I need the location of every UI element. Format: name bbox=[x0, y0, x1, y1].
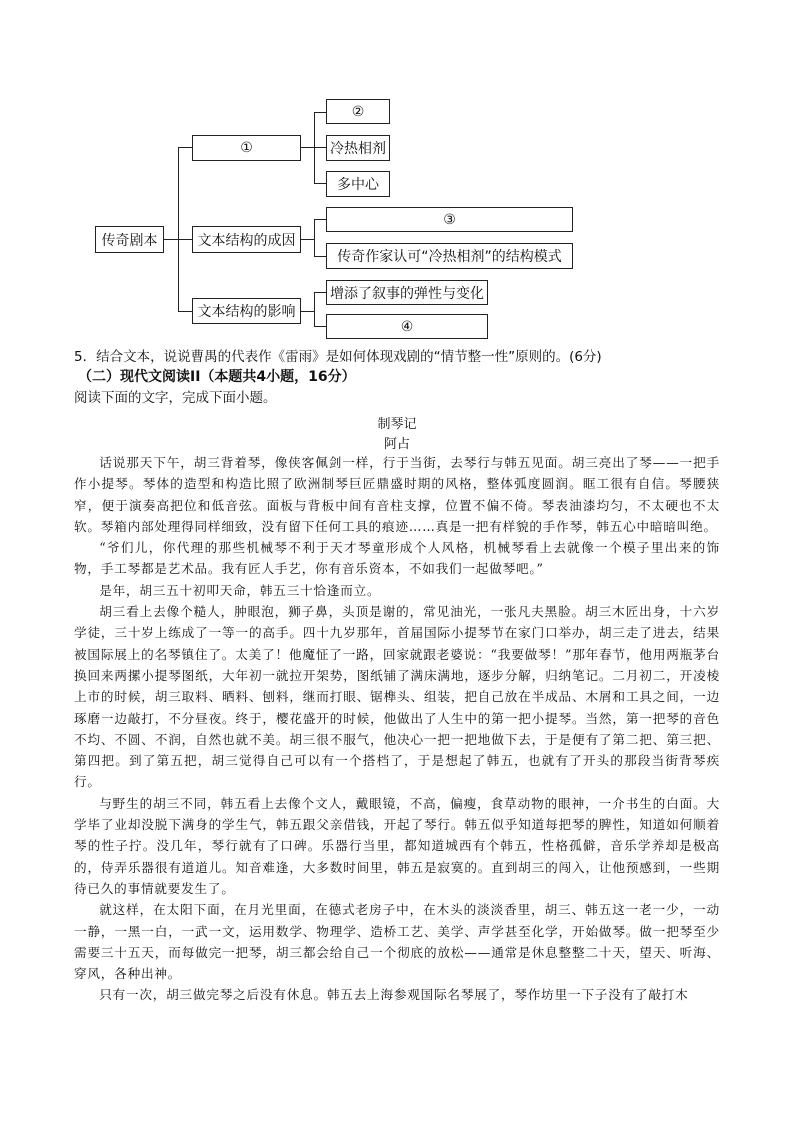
diagram-root-label: 传奇剧本 bbox=[101, 232, 158, 249]
article-title: 制琴记 bbox=[377, 417, 417, 432]
connector bbox=[314, 219, 315, 257]
diagram-branch-1-label: ① bbox=[240, 140, 253, 156]
diagram-b1-child-3-box bbox=[326, 171, 390, 197]
diagram-b3-child-1-box bbox=[326, 280, 488, 305]
paragraph: 与野生的胡三不同，韩五看上去像个文人，戴眼镜，不高，偏瘦，食草动物的眼神，一介书生的白面。大学毕了业却没脱下满身的学生气，韩五跟父亲借钱，开起了琴行。韩五似乎知道每把琴的脾性，知道如何顺着琴的性子拧。没几年，琴行就有了口碑。乐器行当里，都知道城西有个韩五，性格孤僻，音乐学养却是极高的，侍弄乐器很有道道儿。知音难逢，大多数时间里，韩五是寂寞的。直到胡三的闯入，让他预感到，一些期待已久的事情就要发生了。 bbox=[74, 795, 720, 896]
reading-instruction: 阅读下面的文字，完成下面小题。 bbox=[74, 390, 277, 406]
diagram-b1-child-2-label: 冷热相剂 bbox=[330, 141, 386, 157]
section-heading: （二）现代文阅读II（本题共4小题，16分） bbox=[78, 369, 356, 385]
diagram-b1-child-3-label: 多中心 bbox=[337, 177, 379, 193]
article-author: 阿占 bbox=[383, 437, 410, 452]
connector bbox=[301, 311, 315, 312]
paragraph: “爷们儿，你代理的那些机械琴不利于天才琴童形成个人风格，机械琴看上去就像一个模子里出来的饰物，手工琴都是艺术品。我有匠人手艺，你有音乐资本，不如我们一起做琴吧。” bbox=[74, 540, 720, 577]
diagram-b1-child-1-box bbox=[326, 99, 390, 124]
connector bbox=[301, 239, 315, 240]
connector bbox=[178, 239, 192, 240]
diagram-root-box bbox=[95, 226, 164, 253]
question-5: 5．结合文本，说说曹禺的代表作《雷雨》是如何体现戏剧的“情节整一性”原则的。(6分) bbox=[74, 349, 602, 365]
diagram-b2-child-2-label: 传奇作家认可“冷热相剂”的结构模式 bbox=[337, 249, 562, 265]
diagram-branch-3-box bbox=[192, 298, 301, 324]
paragraph: 就这样，在太阳下面，在月光里面，在德式老房子中，在木头的淡淡香里，胡三、韩五这一老一少，一动一静，一黑一白，一武一文，运用数学、物理学、造桥工艺、美学、声学甚至化学，开始做琴。做一把琴至少需要三十五天，而每做完一把琴，胡三都会给自己一个彻底的放松——通常是休息整整二十天，望天、听海、穿风，各种出神。 bbox=[74, 902, 720, 982]
paragraph: 胡三看上去像个糙人，肿眼泡，狮子鼻，头顶是谢的，常见油光，一张凡夫黑脸。胡三木匠出身，十六岁学徒，三十岁上练成了一等一的高手。四十九岁那年，首届国际小提琴节在家门口举办，胡三走了进去，结果被国际展上的名琴镇住了。太美了！他魔怔了一路，回家就跟老婆说：“我要做琴！”那年春节，他用两瓶茅台换回来两摞小提琴图纸，大年初一就拉开架势，图纸铺了满床满地，逐步分解，归纳笔记。二月初二，开凌棱上市的时候，胡三取料、晒料、刨料，继而打眼、锯榫头、组装，把自己放在半成品、木屑和工具之间，一边琢磨一边敲打，不分昼夜。终于，樱花盛开的时候，他做出了人生中的第一把小提琴。当然，第一把琴的音色不均、不圆、不润，自然也就不美。胡三很不服气，他决心一把一把地做下去，于是便有了第二把、第三把、第四把。到了第五把，胡三觉得自己可以有一个搭档了，于是想起了韩五，也就有了开头的那段当街背琴疾行。 bbox=[74, 604, 720, 790]
diagram-b2-child-1-label: ③ bbox=[443, 211, 456, 228]
connector bbox=[314, 292, 315, 327]
connector bbox=[301, 147, 315, 148]
article-body bbox=[74, 452, 720, 1006]
paragraph: 话说那天下午，胡三背着琴，像侠客佩剑一样，行于当街，去琴行与韩五见面。胡三亮出了琴——一把手作小提琴。琴体的造型和构造比照了欧洲制琴巨匠鼎盛时期的风格，整体弧度圆润。眶工很有自信。琴腰狭窄，便于演奏高把位和低音弦。面板与背板中间有音柱支撑，位置不偏不倚。琴表油漆均匀，不太硬也不太软。琴箱内部处理得同样细致，没有留下任何工具的痕迹……真是一把有样貌的手作琴，韩五心中暗暗叫绝。 bbox=[74, 455, 720, 534]
diagram-b3-child-2-box bbox=[326, 314, 488, 339]
connector bbox=[314, 112, 315, 184]
connector bbox=[164, 239, 179, 240]
connector bbox=[314, 326, 326, 327]
diagram-b3-child-2-label: ④ bbox=[400, 318, 414, 335]
diagram-branch-2-label: 文本结构的成因 bbox=[197, 232, 296, 249]
connector bbox=[314, 292, 326, 293]
connector bbox=[314, 183, 326, 184]
connector bbox=[314, 219, 326, 220]
connector bbox=[314, 147, 326, 148]
diagram-b1-child-2-box bbox=[326, 135, 390, 161]
diagram-b1-child-1-label: ② bbox=[351, 103, 365, 120]
paragraph: 只有一次，胡三做完琴之后没有休息。韩五去上海参观国际名琴展了，琴作坊里一下子没有了敲打木 bbox=[99, 987, 689, 1003]
connector bbox=[314, 256, 326, 257]
connector bbox=[314, 112, 326, 113]
diagram-b3-child-1-label: 增添了叙事的弹性与变化 bbox=[330, 285, 484, 302]
diagram-branch-3-label: 文本结构的影响 bbox=[197, 304, 296, 320]
knowledge-map-diagram bbox=[0, 0, 794, 345]
diagram-branch-1-box bbox=[192, 135, 301, 161]
connector bbox=[178, 147, 179, 311]
connector bbox=[178, 147, 192, 148]
diagram-branch-2-box bbox=[192, 226, 301, 253]
diagram-b2-child-2-box bbox=[326, 243, 573, 269]
connector bbox=[178, 311, 192, 312]
diagram-b2-child-1-box bbox=[326, 207, 573, 232]
paragraph: 是年，胡三五十初叩天命，韩五三十恰逢而立。 bbox=[99, 582, 381, 598]
